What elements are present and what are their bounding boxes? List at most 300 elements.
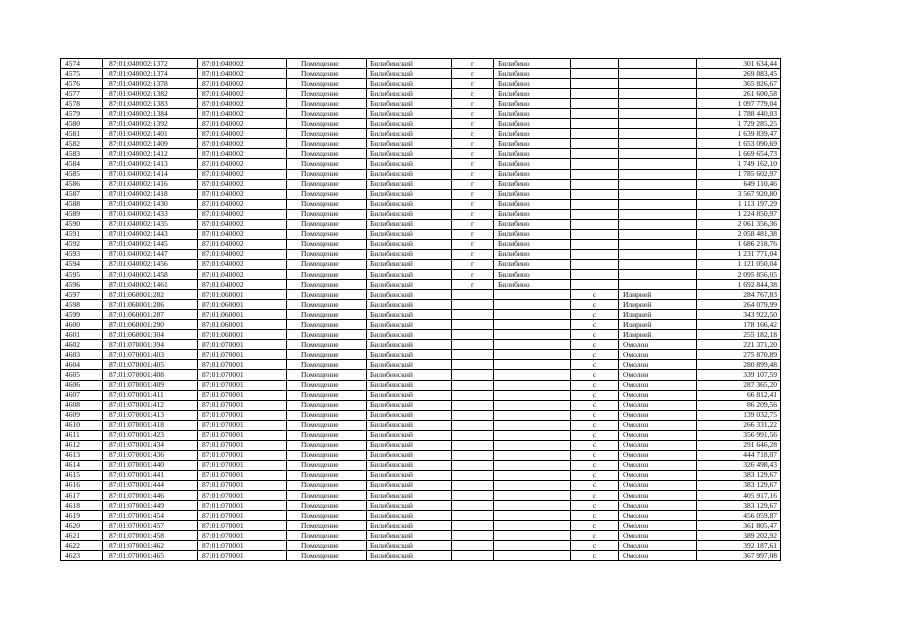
district-cell: Билибинский bbox=[367, 229, 452, 239]
table-row bbox=[61, 229, 781, 239]
row-number-cell: 4587 bbox=[61, 189, 103, 199]
object-type-cell: Помещение bbox=[287, 460, 367, 470]
settlement-name-village-cell: Омолон bbox=[619, 430, 697, 440]
object-type-cell: Помещение bbox=[287, 330, 367, 340]
district-cell: Билибинский bbox=[367, 69, 452, 79]
cadastral-quarter-cell: 87:01:070001 bbox=[198, 400, 287, 410]
cadastral-quarter-cell: 87:01:070001 bbox=[198, 430, 287, 440]
object-type-cell: Помещение bbox=[287, 99, 367, 109]
object-type-cell: Помещение bbox=[287, 531, 367, 541]
cadastral-number-cell: 87:01:040002:1433 bbox=[103, 209, 198, 219]
cadastral-value-cell: 178 166,42 bbox=[697, 320, 781, 330]
settlement-type-city-cell bbox=[452, 320, 494, 330]
settlement-name-village-cell: Омолон bbox=[619, 340, 697, 350]
cadastral-value-cell: 343 922,50 bbox=[697, 310, 781, 320]
settlement-type-village-cell bbox=[571, 69, 619, 79]
settlement-name-village-cell bbox=[619, 280, 697, 290]
settlement-type-city-cell bbox=[452, 470, 494, 480]
settlement-type-city-cell bbox=[452, 460, 494, 470]
district-cell: Билибинский bbox=[367, 310, 452, 320]
table-row bbox=[61, 380, 781, 390]
cadastral-number-cell: 87:01:070001:446 bbox=[103, 491, 198, 501]
table-body bbox=[61, 59, 781, 561]
cadastral-number-cell: 87:01:070001:418 bbox=[103, 420, 198, 430]
cadastral-quarter-cell: 87:01:040002 bbox=[198, 169, 287, 179]
cadastral-value-cell: 261 600,58 bbox=[697, 89, 781, 99]
settlement-type-village-cell: с bbox=[571, 470, 619, 480]
settlement-type-village-cell: с bbox=[571, 491, 619, 501]
object-type-cell: Помещение bbox=[287, 149, 367, 159]
cadastral-quarter-cell: 87:01:070001 bbox=[198, 370, 287, 380]
cadastral-number-cell: 87:01:040002:1458 bbox=[103, 269, 198, 279]
row-number-cell: 4604 bbox=[61, 360, 103, 370]
table-row bbox=[61, 491, 781, 501]
settlement-type-village-cell: с bbox=[571, 340, 619, 350]
object-type-cell: Помещение bbox=[287, 350, 367, 360]
cadastral-quarter-cell: 87:01:040002 bbox=[198, 79, 287, 89]
cadastral-number-cell: 87:01:070001:434 bbox=[103, 440, 198, 450]
cadastral-quarter-cell: 87:01:070001 bbox=[198, 480, 287, 490]
settlement-type-city-cell bbox=[452, 430, 494, 440]
settlement-name-city-cell bbox=[494, 531, 571, 541]
cadastral-quarter-cell: 87:01:070001 bbox=[198, 511, 287, 521]
cadastral-quarter-cell: 87:01:070001 bbox=[198, 491, 287, 501]
district-cell: Билибинский bbox=[367, 239, 452, 249]
object-type-cell: Помещение bbox=[287, 179, 367, 189]
table-row bbox=[61, 219, 781, 229]
cadastral-value-cell: 1 749 162,10 bbox=[697, 159, 781, 169]
cadastral-number-cell: 87:01:070001:412 bbox=[103, 400, 198, 410]
row-number-cell: 4584 bbox=[61, 159, 103, 169]
settlement-name-city-cell bbox=[494, 290, 571, 300]
district-cell: Билибинский bbox=[367, 430, 452, 440]
cadastral-value-cell: 2 058 481,38 bbox=[697, 229, 781, 239]
row-number-cell: 4615 bbox=[61, 470, 103, 480]
cadastral-number-cell: 87:01:070001:449 bbox=[103, 501, 198, 511]
row-number-cell: 4575 bbox=[61, 69, 103, 79]
table-row bbox=[61, 310, 781, 320]
object-type-cell: Помещение bbox=[287, 259, 367, 269]
object-type-cell: Помещение bbox=[287, 491, 367, 501]
district-cell: Билибинский bbox=[367, 340, 452, 350]
cadastral-value-cell: 456 059,87 bbox=[697, 511, 781, 521]
cadastral-quarter-cell: 87:01:040002 bbox=[198, 89, 287, 99]
cadastral-value-cell: 1 224 850,97 bbox=[697, 209, 781, 219]
settlement-type-village-cell: с bbox=[571, 380, 619, 390]
object-type-cell: Помещение bbox=[287, 249, 367, 259]
object-type-cell: Помещение bbox=[287, 109, 367, 119]
settlement-name-village-cell bbox=[619, 159, 697, 169]
district-cell: Билибинский bbox=[367, 219, 452, 229]
object-type-cell: Помещение bbox=[287, 229, 367, 239]
settlement-type-city-cell bbox=[452, 410, 494, 420]
cadastral-quarter-cell: 87:01:070001 bbox=[198, 380, 287, 390]
cadastral-number-cell: 87:01:070001:458 bbox=[103, 531, 198, 541]
cadastral-number-cell: 87:01:070001:441 bbox=[103, 470, 198, 480]
district-cell: Билибинский bbox=[367, 450, 452, 460]
settlement-name-village-cell bbox=[619, 119, 697, 129]
cadastral-value-cell: 1 121 050,04 bbox=[697, 259, 781, 269]
settlement-type-city-cell bbox=[452, 350, 494, 360]
district-cell: Билибинский bbox=[367, 480, 452, 490]
object-type-cell: Помещение bbox=[287, 310, 367, 320]
settlement-name-city-cell bbox=[494, 330, 571, 340]
row-number-cell: 4601 bbox=[61, 330, 103, 340]
row-number-cell: 4599 bbox=[61, 310, 103, 320]
cadastral-value-cell: 383 129,67 bbox=[697, 470, 781, 480]
row-number-cell: 4591 bbox=[61, 229, 103, 239]
settlement-type-village-cell: с bbox=[571, 541, 619, 551]
row-number-cell: 4579 bbox=[61, 109, 103, 119]
district-cell: Билибинский bbox=[367, 290, 452, 300]
cadastral-quarter-cell: 87:01:070001 bbox=[198, 420, 287, 430]
cadastral-number-cell: 87:01:070001:408 bbox=[103, 370, 198, 380]
settlement-name-village-cell bbox=[619, 169, 697, 179]
cadastral-quarter-cell: 87:01:070001 bbox=[198, 450, 287, 460]
cadastral-number-cell: 87:01:040002:1413 bbox=[103, 159, 198, 169]
district-cell: Билибинский bbox=[367, 189, 452, 199]
settlement-name-village-cell bbox=[619, 189, 697, 199]
settlement-name-city-cell: Билибино bbox=[494, 119, 571, 129]
cadastral-quarter-cell: 87:01:070001 bbox=[198, 360, 287, 370]
cadastral-number-cell: 87:01:040002:1378 bbox=[103, 79, 198, 89]
table-row bbox=[61, 189, 781, 199]
cadastral-quarter-cell: 87:01:040002 bbox=[198, 259, 287, 269]
row-number-cell: 4594 bbox=[61, 259, 103, 269]
cadastral-number-cell: 87:01:070001:405 bbox=[103, 360, 198, 370]
cadastral-quarter-cell: 87:01:040002 bbox=[198, 149, 287, 159]
settlement-type-village-cell bbox=[571, 129, 619, 139]
settlement-name-village-cell: Илирней bbox=[619, 300, 697, 310]
settlement-type-city-cell bbox=[452, 400, 494, 410]
settlement-name-city-cell: Билибино bbox=[494, 89, 571, 99]
settlement-name-village-cell: Омолон bbox=[619, 420, 697, 430]
settlement-name-city-cell bbox=[494, 360, 571, 370]
row-number-cell: 4619 bbox=[61, 511, 103, 521]
settlement-name-city-cell bbox=[494, 340, 571, 350]
district-cell: Билибинский bbox=[367, 269, 452, 279]
cadastral-number-cell: 87:01:070001:444 bbox=[103, 480, 198, 490]
cadastral-quarter-cell: 87:01:040002 bbox=[198, 139, 287, 149]
settlement-name-village-cell: Омолон bbox=[619, 541, 697, 551]
settlement-name-city-cell bbox=[494, 410, 571, 420]
cadastral-quarter-cell: 87:01:070001 bbox=[198, 390, 287, 400]
settlement-type-city-cell bbox=[452, 340, 494, 350]
object-type-cell: Помещение bbox=[287, 410, 367, 420]
settlement-type-city-cell: г bbox=[452, 159, 494, 169]
cadastral-number-cell: 87:01:040002:1382 bbox=[103, 89, 198, 99]
cadastral-number-cell: 87:01:070001:465 bbox=[103, 551, 198, 561]
settlement-name-city-cell bbox=[494, 310, 571, 320]
settlement-name-village-cell: Илирней bbox=[619, 290, 697, 300]
object-type-cell: Помещение bbox=[287, 189, 367, 199]
district-cell: Билибинский bbox=[367, 320, 452, 330]
settlement-name-city-cell bbox=[494, 380, 571, 390]
settlement-name-city-cell bbox=[494, 430, 571, 440]
cadastral-quarter-cell: 87:01:060001 bbox=[198, 320, 287, 330]
settlement-type-city-cell: г bbox=[452, 59, 494, 69]
table-row bbox=[61, 501, 781, 511]
settlement-name-village-cell bbox=[619, 89, 697, 99]
settlement-type-city-cell bbox=[452, 440, 494, 450]
settlement-type-city-cell bbox=[452, 330, 494, 340]
settlement-type-village-cell bbox=[571, 239, 619, 249]
cadastral-value-cell: 2 061 356,36 bbox=[697, 219, 781, 229]
cadastral-value-cell: 1 686 218,76 bbox=[697, 239, 781, 249]
settlement-name-village-cell bbox=[619, 59, 697, 69]
settlement-name-city-cell: Билибино bbox=[494, 199, 571, 209]
cadastral-quarter-cell: 87:01:070001 bbox=[198, 460, 287, 470]
settlement-type-village-cell bbox=[571, 179, 619, 189]
cadastral-quarter-cell: 87:01:070001 bbox=[198, 340, 287, 350]
table-row bbox=[61, 320, 781, 330]
row-number-cell: 4610 bbox=[61, 420, 103, 430]
cadastral-value-cell: 3 567 920,80 bbox=[697, 189, 781, 199]
cadastral-quarter-cell: 87:01:040002 bbox=[198, 249, 287, 259]
cadastral-quarter-cell: 87:01:060001 bbox=[198, 330, 287, 340]
district-cell: Билибинский bbox=[367, 400, 452, 410]
settlement-name-village-cell bbox=[619, 259, 697, 269]
settlement-type-village-cell: с bbox=[571, 320, 619, 330]
object-type-cell: Помещение bbox=[287, 541, 367, 551]
object-type-cell: Помещение bbox=[287, 390, 367, 400]
settlement-type-city-cell: г bbox=[452, 139, 494, 149]
cadastral-number-cell: 87:01:040002:1447 bbox=[103, 249, 198, 259]
settlement-name-city-cell bbox=[494, 491, 571, 501]
table-row bbox=[61, 159, 781, 169]
object-type-cell: Помещение bbox=[287, 400, 367, 410]
cadastral-value-cell: 326 498,43 bbox=[697, 460, 781, 470]
settlement-type-village-cell bbox=[571, 139, 619, 149]
cadastral-number-cell: 87:01:040002:1435 bbox=[103, 219, 198, 229]
settlement-name-city-cell: Билибино bbox=[494, 249, 571, 259]
district-cell: Билибинский bbox=[367, 169, 452, 179]
settlement-type-village-cell: с bbox=[571, 460, 619, 470]
settlement-name-village-cell: Илирней bbox=[619, 310, 697, 320]
table-row bbox=[61, 179, 781, 189]
settlement-type-city-cell bbox=[452, 360, 494, 370]
row-number-cell: 4597 bbox=[61, 290, 103, 300]
cadastral-quarter-cell: 87:01:070001 bbox=[198, 410, 287, 420]
cadastral-quarter-cell: 87:01:060001 bbox=[198, 300, 287, 310]
row-number-cell: 4600 bbox=[61, 320, 103, 330]
row-number-cell: 4616 bbox=[61, 480, 103, 490]
cadastral-quarter-cell: 87:01:040002 bbox=[198, 119, 287, 129]
object-type-cell: Помещение bbox=[287, 521, 367, 531]
table-row bbox=[61, 269, 781, 279]
settlement-type-village-cell: с bbox=[571, 360, 619, 370]
settlement-name-village-cell: Омолон bbox=[619, 501, 697, 511]
cadastral-quarter-cell: 87:01:040002 bbox=[198, 229, 287, 239]
district-cell: Билибинский bbox=[367, 521, 452, 531]
settlement-type-village-cell: с bbox=[571, 521, 619, 531]
district-cell: Билибинский bbox=[367, 440, 452, 450]
table-row bbox=[61, 59, 781, 69]
settlement-type-village-cell bbox=[571, 199, 619, 209]
table-row bbox=[61, 340, 781, 350]
district-cell: Билибинский bbox=[367, 531, 452, 541]
table-row bbox=[61, 259, 781, 269]
settlement-type-city-cell: г bbox=[452, 99, 494, 109]
settlement-name-city-cell bbox=[494, 511, 571, 521]
table-row bbox=[61, 350, 781, 360]
settlement-type-village-cell: с bbox=[571, 531, 619, 541]
settlement-name-village-cell bbox=[619, 209, 697, 219]
object-type-cell: Помещение bbox=[287, 430, 367, 440]
settlement-name-city-cell: Билибино bbox=[494, 79, 571, 89]
cadastral-number-cell: 87:01:070001:409 bbox=[103, 380, 198, 390]
settlement-name-city-cell: Билибино bbox=[494, 169, 571, 179]
row-number-cell: 4618 bbox=[61, 501, 103, 511]
settlement-type-village-cell: с bbox=[571, 501, 619, 511]
cadastral-value-cell: 139 032,75 bbox=[697, 410, 781, 420]
settlement-name-city-cell bbox=[494, 440, 571, 450]
settlement-type-village-cell bbox=[571, 229, 619, 239]
table-row bbox=[61, 551, 781, 561]
settlement-name-village-cell: Омолон bbox=[619, 521, 697, 531]
settlement-type-village-cell: с bbox=[571, 410, 619, 420]
object-type-cell: Помещение bbox=[287, 69, 367, 79]
settlement-type-city-cell bbox=[452, 501, 494, 511]
settlement-name-city-cell bbox=[494, 300, 571, 310]
settlement-name-village-cell bbox=[619, 269, 697, 279]
table-row bbox=[61, 450, 781, 460]
settlement-type-village-cell: с bbox=[571, 350, 619, 360]
object-type-cell: Помещение bbox=[287, 480, 367, 490]
row-number-cell: 4606 bbox=[61, 380, 103, 390]
settlement-name-village-cell: Омолон bbox=[619, 551, 697, 561]
settlement-name-city-cell: Билибино bbox=[494, 259, 571, 269]
object-type-cell: Помещение bbox=[287, 239, 367, 249]
settlement-name-village-cell: Омолон bbox=[619, 410, 697, 420]
object-type-cell: Помещение bbox=[287, 159, 367, 169]
row-number-cell: 4580 bbox=[61, 119, 103, 129]
settlement-type-village-cell bbox=[571, 149, 619, 159]
table-row bbox=[61, 149, 781, 159]
cadastral-quarter-cell: 87:01:070001 bbox=[198, 551, 287, 561]
row-number-cell: 4582 bbox=[61, 139, 103, 149]
cadastral-value-cell: 1 785 602,97 bbox=[697, 169, 781, 179]
cadastral-quarter-cell: 87:01:040002 bbox=[198, 109, 287, 119]
district-cell: Билибинский bbox=[367, 109, 452, 119]
cadastral-value-cell: 291 646,28 bbox=[697, 440, 781, 450]
settlement-name-village-cell: Омолон bbox=[619, 370, 697, 380]
row-number-cell: 4590 bbox=[61, 219, 103, 229]
table-row bbox=[61, 420, 781, 430]
table-row bbox=[61, 480, 781, 490]
table-row bbox=[61, 109, 781, 119]
settlement-type-city-cell bbox=[452, 310, 494, 320]
settlement-type-village-cell bbox=[571, 99, 619, 109]
settlement-name-village-cell bbox=[619, 69, 697, 79]
settlement-type-village-cell: с bbox=[571, 430, 619, 440]
settlement-name-city-cell: Билибино bbox=[494, 69, 571, 79]
cadastral-value-cell: 264 079,99 bbox=[697, 300, 781, 310]
row-number-cell: 4603 bbox=[61, 350, 103, 360]
settlement-type-village-cell bbox=[571, 159, 619, 169]
settlement-type-village-cell bbox=[571, 59, 619, 69]
cadastral-value-cell: 255 182,18 bbox=[697, 330, 781, 340]
settlement-type-city-cell bbox=[452, 541, 494, 551]
cadastral-value-cell: 365 826,67 bbox=[697, 79, 781, 89]
cadastral-quarter-cell: 87:01:040002 bbox=[198, 269, 287, 279]
district-cell: Билибинский bbox=[367, 159, 452, 169]
cadastral-quarter-cell: 87:01:070001 bbox=[198, 470, 287, 480]
table-row bbox=[61, 511, 781, 521]
cadastral-number-cell: 87:01:040002:1392 bbox=[103, 119, 198, 129]
district-cell: Билибинский bbox=[367, 259, 452, 269]
cadastral-number-cell: 87:01:070001:411 bbox=[103, 390, 198, 400]
settlement-type-city-cell: г bbox=[452, 239, 494, 249]
cadastral-quarter-cell: 87:01:040002 bbox=[198, 179, 287, 189]
cadastral-value-cell: 339 107,59 bbox=[697, 370, 781, 380]
row-number-cell: 4620 bbox=[61, 521, 103, 531]
settlement-type-city-cell bbox=[452, 380, 494, 390]
cadastral-quarter-cell: 87:01:070001 bbox=[198, 440, 287, 450]
settlement-name-village-cell: Омолон bbox=[619, 450, 697, 460]
table-row bbox=[61, 69, 781, 79]
cadastral-value-cell: 389 202,92 bbox=[697, 531, 781, 541]
cadastral-number-cell: 87:01:040002:1430 bbox=[103, 199, 198, 209]
cadastral-number-cell: 87:01:060001:287 bbox=[103, 310, 198, 320]
cadastral-value-cell: 1 669 654,73 bbox=[697, 149, 781, 159]
district-cell: Билибинский bbox=[367, 511, 452, 521]
settlement-name-city-cell bbox=[494, 350, 571, 360]
table-row bbox=[61, 470, 781, 480]
table-row bbox=[61, 330, 781, 340]
settlement-name-village-cell: Омолон bbox=[619, 350, 697, 360]
cadastral-number-cell: 87:01:040002:1418 bbox=[103, 189, 198, 199]
settlement-type-city-cell: г bbox=[452, 89, 494, 99]
settlement-type-village-cell: с bbox=[571, 400, 619, 410]
table-row bbox=[61, 390, 781, 400]
cadastral-value-cell: 392 187,61 bbox=[697, 541, 781, 551]
object-type-cell: Помещение bbox=[287, 340, 367, 350]
settlement-name-village-cell bbox=[619, 129, 697, 139]
cadastral-number-cell: 87:01:040002:1374 bbox=[103, 69, 198, 79]
row-number-cell: 4622 bbox=[61, 541, 103, 551]
cadastral-number-cell: 87:01:070001:423 bbox=[103, 430, 198, 440]
cadastral-value-cell: 301 634,44 bbox=[697, 59, 781, 69]
table-row bbox=[61, 99, 781, 109]
settlement-type-city-cell: г bbox=[452, 69, 494, 79]
settlement-type-village-cell: с bbox=[571, 511, 619, 521]
cadastral-quarter-cell: 87:01:040002 bbox=[198, 189, 287, 199]
cadastral-number-cell: 87:01:070001:436 bbox=[103, 450, 198, 460]
cadastral-value-cell: 1 692 844,38 bbox=[697, 280, 781, 290]
settlement-type-village-cell: с bbox=[571, 290, 619, 300]
district-cell: Билибинский bbox=[367, 470, 452, 480]
district-cell: Билибинский bbox=[367, 541, 452, 551]
cadastral-value-cell: 287 365,20 bbox=[697, 380, 781, 390]
settlement-type-city-cell bbox=[452, 290, 494, 300]
settlement-name-city-cell: Билибино bbox=[494, 229, 571, 239]
row-number-cell: 4588 bbox=[61, 199, 103, 209]
district-cell: Билибинский bbox=[367, 149, 452, 159]
settlement-name-village-cell bbox=[619, 229, 697, 239]
settlement-type-city-cell: г bbox=[452, 119, 494, 129]
settlement-name-village-cell bbox=[619, 219, 697, 229]
table-row bbox=[61, 169, 781, 179]
settlement-name-city-cell bbox=[494, 521, 571, 531]
settlement-type-city-cell bbox=[452, 390, 494, 400]
settlement-type-city-cell bbox=[452, 480, 494, 490]
district-cell: Билибинский bbox=[367, 280, 452, 290]
cadastral-value-cell: 269 883,45 bbox=[697, 69, 781, 79]
row-number-cell: 4595 bbox=[61, 269, 103, 279]
row-number-cell: 4585 bbox=[61, 169, 103, 179]
settlement-name-city-cell: Билибино bbox=[494, 179, 571, 189]
